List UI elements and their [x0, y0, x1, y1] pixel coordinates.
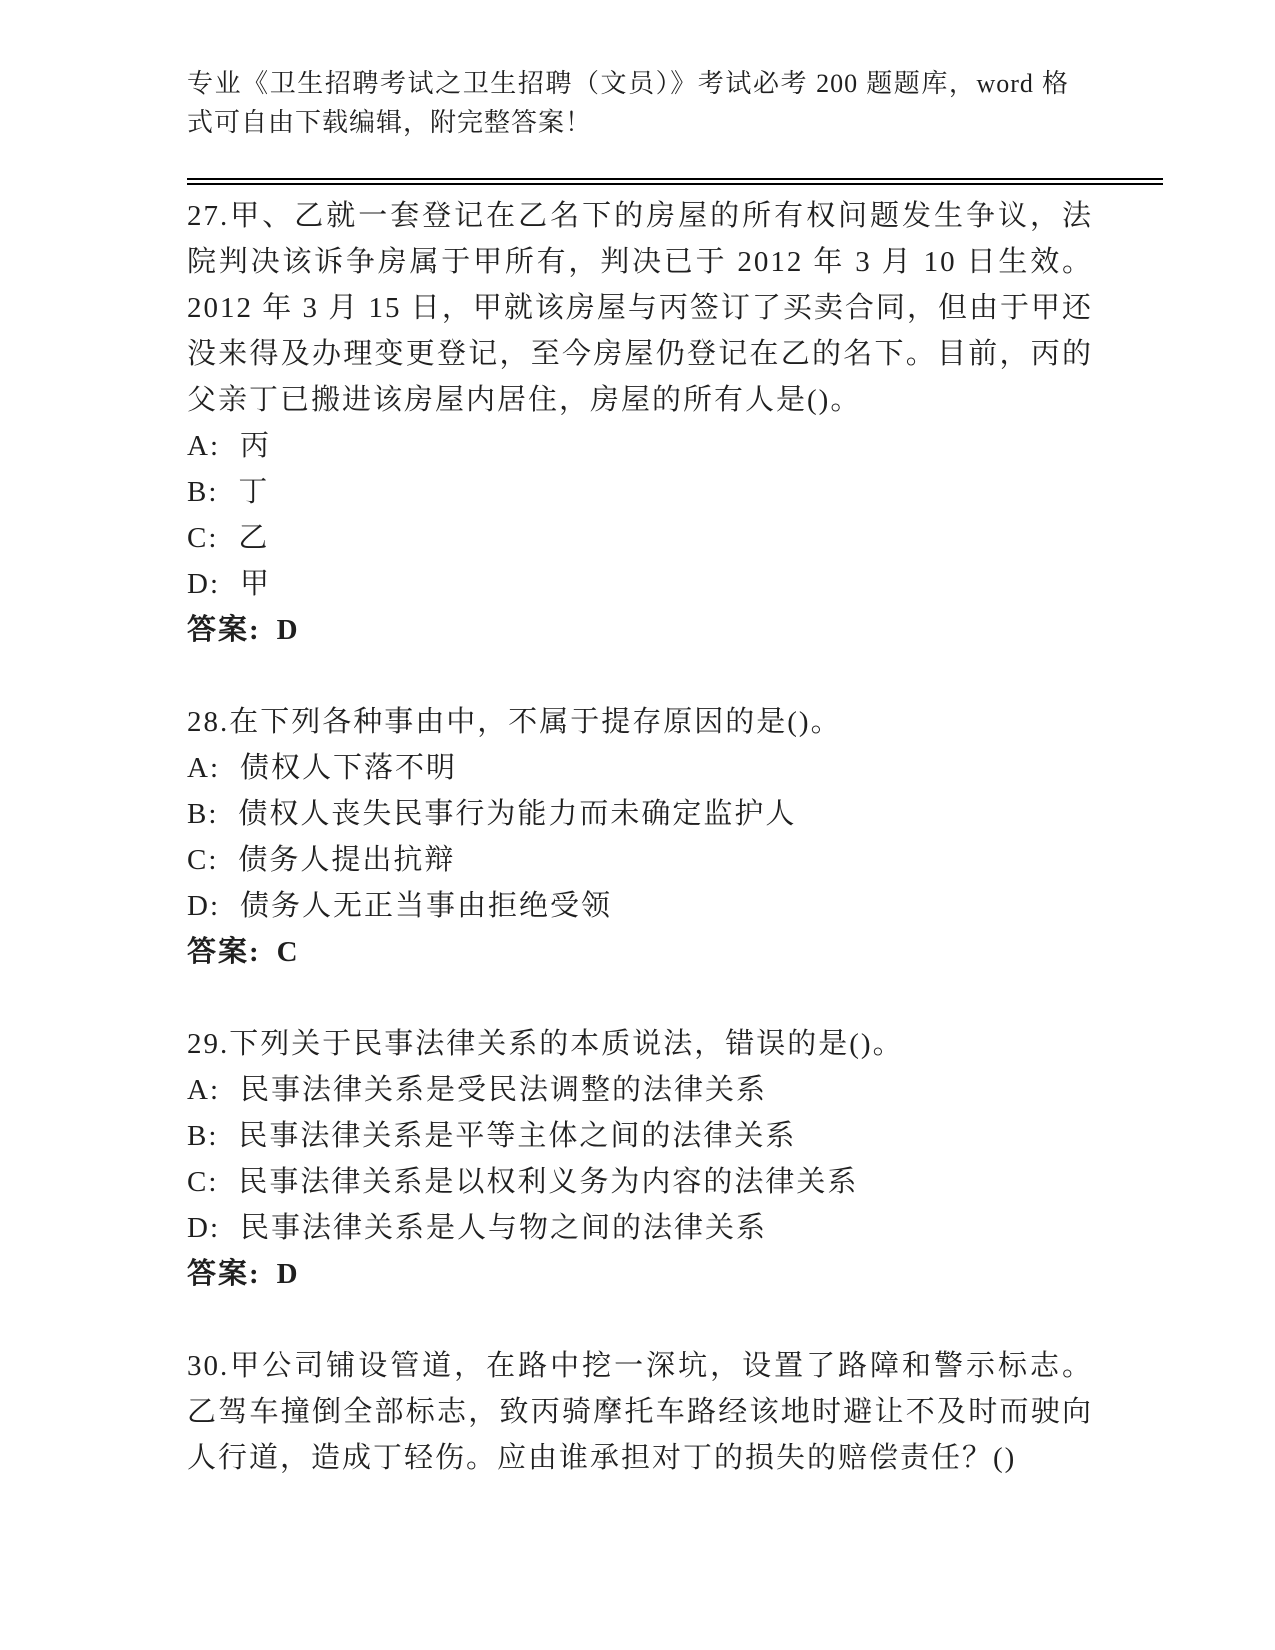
option-label: B:	[187, 798, 219, 830]
header-rule	[187, 178, 1163, 185]
option-line	[187, 1159, 1093, 1205]
option-text: 民事法律关系是人与物之间的法律关系	[240, 1212, 768, 1244]
option-line	[187, 883, 1093, 929]
answer-line	[187, 929, 1093, 975]
option-text: 债权人丧失民事行为能力而未确定监护人	[238, 798, 797, 830]
option-text: 丙	[240, 430, 272, 462]
option-text: 丁	[238, 476, 270, 508]
option-group	[187, 1067, 1093, 1251]
option-line	[187, 423, 1093, 469]
option-line	[187, 1113, 1093, 1159]
question-stem: 28.在下列各种事由中，不属于提存原因的是()。	[187, 706, 842, 738]
question-block	[187, 193, 1093, 653]
option-label: C:	[187, 844, 219, 876]
option-line	[187, 1205, 1093, 1251]
option-line	[187, 837, 1093, 883]
option-label: D:	[187, 1212, 220, 1244]
option-text: 甲	[240, 568, 272, 600]
option-line	[187, 469, 1093, 515]
answer-line	[187, 607, 1093, 653]
question-stem: 27.甲、乙就一套登记在乙名下的房屋的所有权问题发生争议，法院判决该诉争房属于甲所有，判决已于 2012 年 3 月 10 日生效。2012 年 3 月 15 日，甲就该房屋与丙签订了买卖合同，但由于甲还没来得及办理变更登记，至今房屋仍登记在乙的名下。目前，丙的父亲丁已搬进该房屋内居住，房屋的所有人是()。	[187, 200, 1093, 416]
option-label: A:	[187, 1074, 220, 1106]
option-line	[187, 791, 1093, 837]
option-label: A:	[187, 752, 220, 784]
document-header	[187, 0, 1069, 142]
option-label: D:	[187, 890, 220, 922]
answer-value: D	[276, 1258, 300, 1290]
answer-label: 答案:	[187, 1258, 261, 1290]
option-line	[187, 515, 1093, 561]
option-label: B:	[187, 476, 219, 508]
question-list	[187, 193, 1093, 1481]
option-text: 民事法律关系是受民法调整的法律关系	[240, 1074, 768, 1106]
question-block	[187, 1021, 1093, 1297]
option-group	[187, 423, 1093, 607]
option-text: 债务人无正当事由拒绝受领	[240, 890, 613, 922]
option-label: C:	[187, 1166, 219, 1198]
option-text: 乙	[238, 522, 270, 554]
option-line	[187, 745, 1093, 791]
question-stem: 30.甲公司铺设管道，在路中挖一深坑，设置了路障和警示标志。乙驾车撞倒全部标志，致丙骑摩托车路经该地时避让不及时而驶向人行道，造成丁轻伤。应由谁承担对丁的损失的赔偿责任？()	[187, 1350, 1093, 1474]
question-stem: 29.下列关于民事法律关系的本质说法，错误的是()。	[187, 1028, 904, 1060]
option-text: 民事法律关系是平等主体之间的法律关系	[238, 1120, 797, 1152]
option-label: A:	[187, 430, 220, 462]
answer-label: 答案:	[187, 936, 261, 968]
answer-label: 答案:	[187, 614, 261, 646]
option-text: 债务人提出抗辩	[238, 844, 456, 876]
option-line	[187, 1067, 1093, 1113]
option-label: C:	[187, 522, 219, 554]
option-line	[187, 561, 1093, 607]
question-block	[187, 1343, 1093, 1481]
option-label: D:	[187, 568, 220, 600]
option-group	[187, 745, 1093, 929]
answer-line	[187, 1251, 1093, 1297]
option-text: 民事法律关系是以权利义务为内容的法律关系	[238, 1166, 859, 1198]
question-block	[187, 699, 1093, 975]
option-label: B:	[187, 1120, 219, 1152]
page-title: 专业《卫生招聘考试之卫生招聘（文员）》考试必考 200 题题库，word 格式可自由下载编辑，附完整答案！	[187, 69, 1069, 137]
answer-value: C	[276, 936, 300, 968]
answer-value: D	[276, 614, 300, 646]
option-text: 债权人下落不明	[240, 752, 458, 784]
